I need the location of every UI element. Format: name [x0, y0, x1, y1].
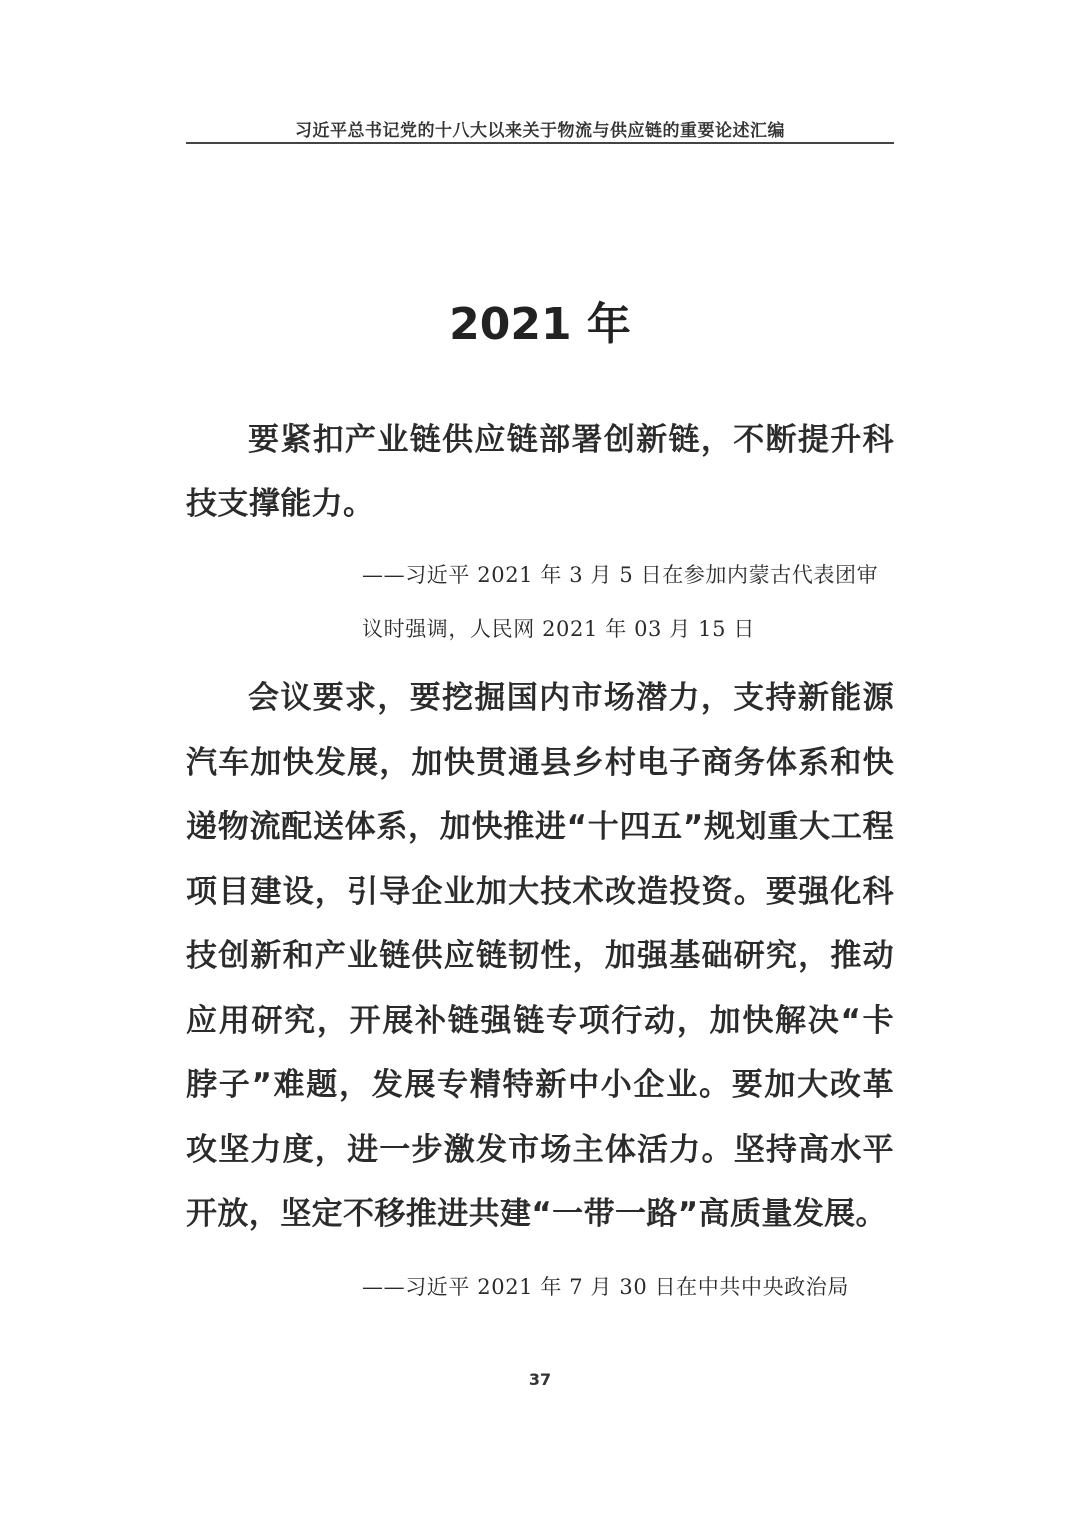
- section-year-title: 2021 年: [449, 299, 631, 350]
- attribution-1: ——习近平 2021 年 3 月 5 日在参加内蒙古代表团审议时强调，人民网 2021 年 03 月 15 日: [362, 563, 879, 641]
- header-rule: [186, 142, 894, 144]
- page-number: 37: [528, 1370, 552, 1389]
- quote-paragraph-1: 要紧扣产业链供应链部署创新链，不断提升科技支撑能力。: [186, 422, 894, 522]
- quote-paragraph-2: 会议要求，要挖掘国内市场潜力，支持新能源汽车加快发展，加快贯通县乡村电子商务体系和快递物流配送体系，加快推进“十四五”规划重大工程项目建设，引导企业加大技术改造投资。要强化科技创新和产业链供应链韧性，加强基础研究，推动应用研究，开展补链强链专项行动，加快解决“卡脖子”难题，发展专精特新中小企业。要加大改革攻坚力度，进一步激发市场主体活力。坚持高水平开放，坚定不移推进共建“一带一路”高质量发展。: [186, 680, 894, 1232]
- attribution-2: ——习近平 2021 年 7 月 30 日在中共中央政治局: [362, 1275, 849, 1299]
- running-header: 习近平总书记党的十八大以来关于物流与供应链的重要论述汇编: [295, 121, 785, 141]
